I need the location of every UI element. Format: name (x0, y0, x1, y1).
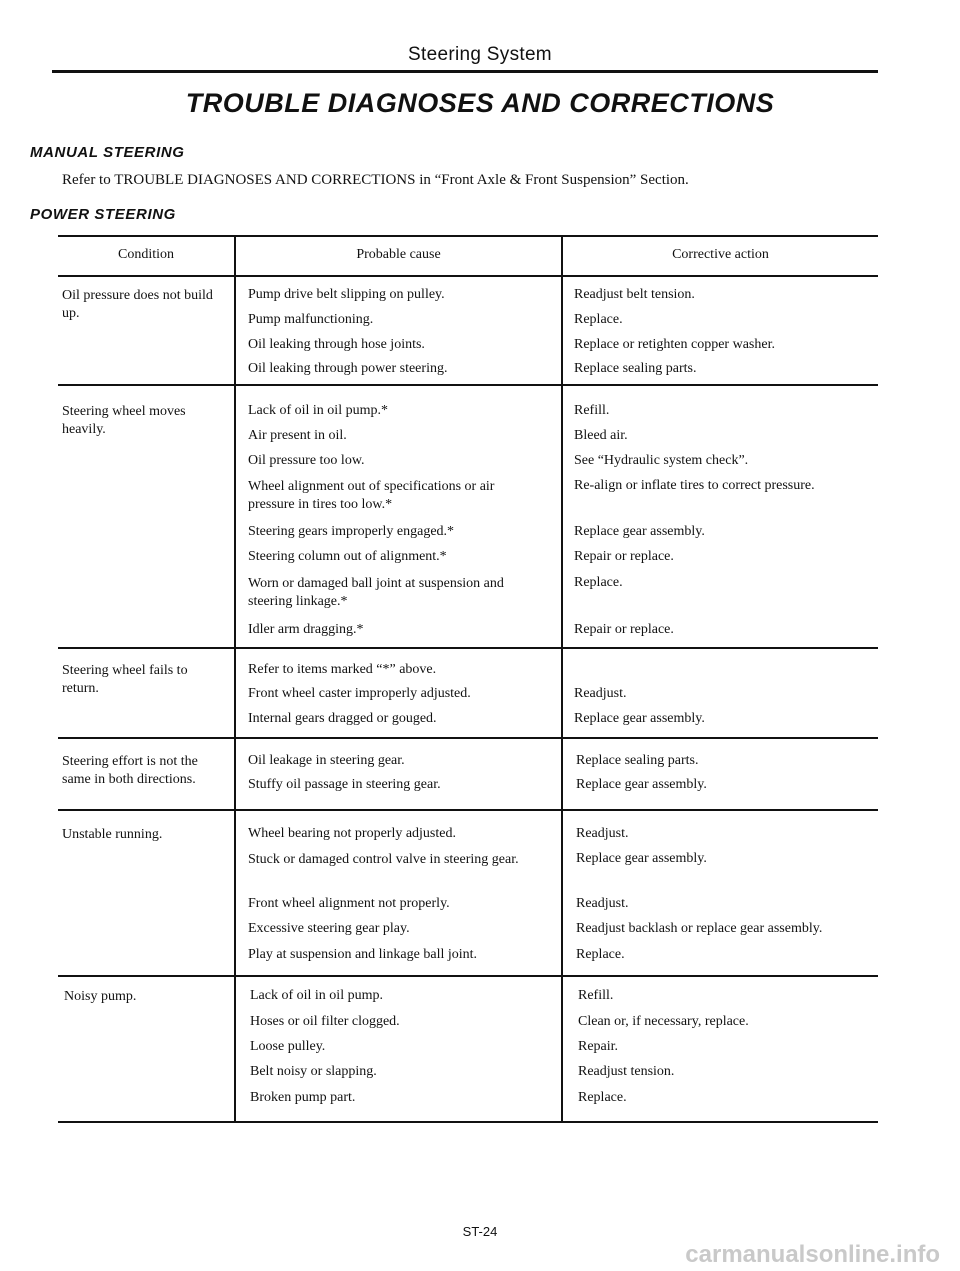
condition-cell: Unstable running. (62, 827, 163, 842)
cause-line: Oil pressure too low. (248, 453, 365, 468)
action-line: Refill. (574, 403, 610, 418)
action-line: Readjust. (576, 826, 629, 841)
column-header-condition: Condition (117, 247, 174, 262)
action-line: Readjust. (576, 896, 629, 911)
cause-line: Front wheel caster improperly adjusted. (248, 686, 471, 701)
cause-line: Belt noisy or slapping. (250, 1064, 377, 1079)
header-rule-bottom (58, 275, 878, 277)
cause-line: Steering column out of alignment.* (248, 549, 447, 564)
row-divider (58, 809, 878, 811)
row-divider (58, 384, 878, 386)
cause-line: Front wheel alignment not properly. (248, 896, 450, 911)
cause-line: Excessive steering gear play. (248, 921, 410, 936)
cause-line: Worn or damaged ball joint at suspension and steering linkage.* (248, 576, 504, 609)
column-header-cause: Probable cause (356, 247, 441, 262)
action-line: Re-align or inflate tires to correct pressure. (574, 478, 815, 493)
action-line: Clean or, if necessary, replace. (578, 1014, 749, 1029)
action-line: Replace. (574, 575, 623, 590)
diagnosis-table (58, 235, 878, 1124)
action-line: Repair. (578, 1039, 619, 1054)
cause-line: Lack of oil in oil pump.* (248, 403, 388, 418)
cause-line: Air present in oil. (248, 428, 347, 443)
cause-line: Pump drive belt slipping on pulley. (248, 287, 445, 302)
row-divider (58, 737, 878, 739)
cause-line: Stuffy oil passage in steering gear. (248, 777, 441, 792)
action-line: Repair or replace. (574, 549, 674, 564)
page-number: ST-24 (462, 1224, 498, 1239)
cause-line: Loose pulley. (250, 1039, 326, 1054)
manual-steering-text: Refer to TROUBLE DIAGNOSES AND CORRECTIONS in “Front Axle & Front Suspension” Section. (62, 172, 689, 188)
cause-line: Oil leaking through power steering. (248, 361, 448, 376)
cause-line: Pump malfunctioning. (248, 312, 374, 327)
action-line: Bleed air. (574, 428, 628, 443)
condition-cell: Oil pressure does not build up. (62, 288, 213, 321)
condition-cell: Noisy pump. (64, 989, 137, 1004)
action-line: Readjust belt tension. (574, 287, 695, 302)
condition-cell: Steering effort is not the same in both directions. (62, 754, 198, 787)
cause-line: Play at suspension and linkage ball joint. (248, 947, 478, 962)
action-line: Readjust backlash or replace gear assembly. (576, 921, 823, 936)
cause-line: Lack of oil in oil pump. (250, 988, 383, 1003)
condition-cell: Steering wheel moves heavily. (62, 404, 186, 437)
cause-line: Steering gears improperly engaged.* (248, 524, 455, 539)
header-rule (52, 70, 878, 73)
cause-line: Idler arm dragging.* (248, 622, 364, 637)
action-line: Refill. (578, 988, 614, 1003)
cause-line: Wheel alignment out of specifications or air pressure in tires too low.* (248, 479, 495, 512)
cause-line: Refer to items marked “*” above. (248, 662, 437, 677)
action-line: See “Hydraulic system check”. (574, 453, 749, 468)
action-line: Readjust tension. (578, 1064, 675, 1079)
table-top-rule (58, 235, 878, 237)
action-line: Replace. (578, 1090, 627, 1105)
action-line: Replace. (574, 312, 623, 327)
action-line: Replace sealing parts. (574, 361, 697, 376)
row-divider (58, 647, 878, 649)
action-line: Replace gear assembly. (574, 524, 705, 539)
action-line: Replace gear assembly. (574, 711, 705, 726)
action-line: Repair or replace. (574, 622, 674, 637)
manual-steering-heading: MANUAL STEERING (30, 144, 185, 161)
section-title: Steering System (408, 44, 552, 65)
condition-cell: Steering wheel fails to return. (62, 663, 188, 696)
cause-line: Oil leakage in steering gear. (248, 753, 405, 768)
action-line: Replace sealing parts. (576, 753, 699, 768)
cause-line: Wheel bearing not properly adjusted. (248, 826, 456, 841)
table-bottom-rule (58, 1121, 878, 1123)
cause-line: Internal gears dragged or gouged. (248, 711, 437, 726)
cause-line: Broken pump part. (250, 1090, 356, 1105)
action-line: Readjust. (574, 686, 627, 701)
action-line: Replace or retighten copper washer. (574, 337, 775, 352)
power-steering-heading: POWER STEERING (30, 206, 176, 223)
cause-line: Oil leaking through hose joints. (248, 337, 425, 352)
column-header-action: Corrective action (672, 247, 769, 262)
action-line: Replace. (576, 947, 625, 962)
cause-line: Hoses or oil filter clogged. (250, 1014, 400, 1029)
page-title: TROUBLE DIAGNOSES AND CORRECTIONS (185, 88, 775, 118)
column-divider (234, 235, 236, 1123)
cause-line: Stuck or damaged control valve in steering gear. (248, 852, 519, 867)
action-line: Replace gear assembly. (576, 777, 707, 792)
watermark: carmanualsonline.info (685, 1241, 940, 1268)
action-line: Replace gear assembly. (576, 851, 707, 866)
row-divider (58, 975, 878, 977)
column-divider (561, 235, 563, 1123)
